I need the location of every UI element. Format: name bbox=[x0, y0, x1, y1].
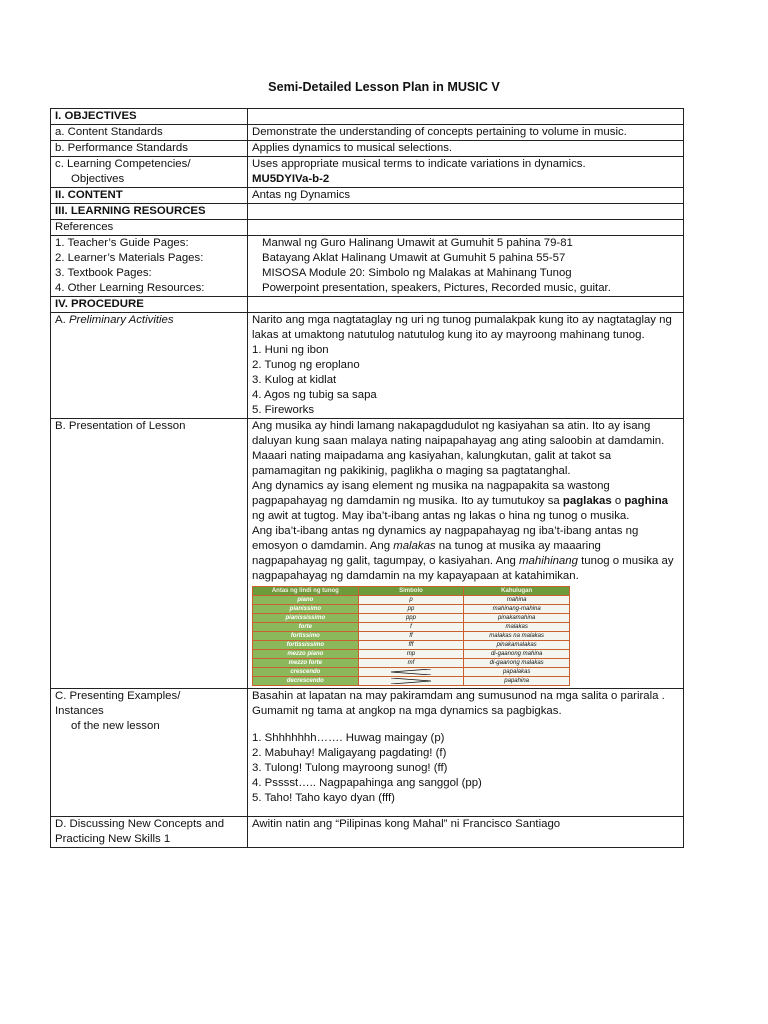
table-row bbox=[51, 297, 684, 313]
emphasis-paghina: paghina bbox=[624, 495, 669, 507]
examples-label-line3: of the new lesson bbox=[71, 720, 160, 732]
table-row bbox=[51, 419, 684, 689]
table-row bbox=[51, 817, 684, 848]
dynamics-meaning: mahina bbox=[464, 596, 570, 605]
dynamics-term: mezzo forte bbox=[253, 659, 359, 668]
preliminary-label-text: Preliminary Activities bbox=[68, 314, 174, 326]
examples-label-line1: C. Presenting Examples/ bbox=[55, 690, 181, 702]
dynamics-row bbox=[253, 677, 570, 686]
dynamics-meaning: malakas bbox=[464, 623, 570, 632]
dynamics-symbol: f bbox=[358, 623, 464, 632]
list-item: 1. Huni ng ibon bbox=[252, 344, 329, 356]
dynamics-term: pianississimo bbox=[253, 614, 359, 623]
dynamics-row bbox=[253, 650, 570, 659]
list-item: 5. Fireworks bbox=[252, 404, 315, 416]
dynamics-symbol: pp bbox=[358, 605, 464, 614]
presentation-paragraph-2: Maaari nating maipadama ang kasiyahan, kalungkutan, galit at takot sa pamamagitan ng pakikinig, paglikha o maging sa pagtatanghal. bbox=[252, 450, 612, 477]
content-standards-value: Demonstrate the understanding of concepts pertaining to volume in music. bbox=[248, 125, 684, 141]
text-span: o bbox=[611, 495, 625, 507]
discussing-label-line2: Practicing New Skills 1 bbox=[55, 833, 171, 845]
lesson-plan-table bbox=[50, 108, 684, 848]
presentation-paragraph-3 bbox=[252, 479, 679, 524]
examples-intro: Basahin at lapatan na may pakiramdam ang sumusunod na mga salita o parirala . Gumamit ng tama at angkop na mga dynamics sa pagbigkas. bbox=[252, 690, 665, 717]
textbook-pages-value: MISOSA Module 20: Simbolo ng Malakas at Mahinang Tunog bbox=[262, 267, 572, 279]
dynamics-header-symbol: Simbolo bbox=[358, 587, 464, 596]
dynamics-meaning: papahina bbox=[464, 677, 570, 686]
dynamics-term: crescendo bbox=[253, 668, 359, 677]
competencies-label-line1: c. Learning Competencies/ bbox=[55, 158, 191, 170]
discussing-value: Awitin natin ang “Pilipinas kong Mahal” ni Francisco Santiago bbox=[248, 817, 684, 848]
dynamics-meaning: papalakas bbox=[464, 668, 570, 677]
spacer bbox=[252, 719, 679, 731]
content-standards-label: a. Content Standards bbox=[51, 125, 248, 141]
list-item: 2. Tunog ng eroplano bbox=[252, 359, 360, 371]
procedure-heading: IV. PROCEDURE bbox=[51, 297, 248, 313]
spacer bbox=[252, 806, 679, 816]
text-span: tunog o musika ay nagpapahayag ng damdamin na my kapayapaan at katahimikan. bbox=[252, 555, 674, 582]
dynamics-meaning: di-gaanong malakas bbox=[464, 659, 570, 668]
presentation-label: B. Presentation of Lesson bbox=[51, 419, 248, 689]
dynamics-meaning: di-gaanong mahina bbox=[464, 650, 570, 659]
crescendo-hairpin-icon bbox=[391, 669, 431, 675]
presentation-paragraph-4 bbox=[252, 524, 679, 584]
decrescendo-symbol bbox=[358, 677, 464, 686]
competencies-value-text: Uses appropriate musical terms to indicate variations in dynamics. bbox=[252, 158, 586, 170]
list-item: 2. Mabuhay! Maligayang pagdating! (f) bbox=[252, 747, 447, 759]
objectives-heading: I. OBJECTIVES bbox=[51, 109, 248, 125]
text-span: ng awit at tugtog. May iba’t-ibang antas ng lakas o hina ng tunog o musika. bbox=[252, 510, 630, 522]
other-resources-value: Powerpoint presentation, speakers, Pictures, Recorded music, guitar. bbox=[262, 282, 611, 294]
dynamics-symbol: mp bbox=[358, 650, 464, 659]
list-item: 5. Taho! Taho kayo dyan (fff) bbox=[252, 792, 395, 804]
discussing-label-line1: D. Discussing New Concepts and bbox=[55, 818, 225, 830]
preliminary-label-prefix: A. bbox=[55, 314, 69, 326]
teachers-guide-value: Manwal ng Guro Halinang Umawit at Gumuhit 5 pahina 79-81 bbox=[262, 237, 573, 249]
dynamics-header-meaning: Kahulugan bbox=[464, 587, 570, 596]
empty-cell bbox=[248, 109, 684, 125]
text-span: na tunog at musika ay maaaring nagpapahayag ng galit, tagumpay, o kasiyahan. Ang bbox=[252, 540, 601, 567]
examples-label-line2: Instances bbox=[55, 705, 104, 717]
table-row bbox=[51, 157, 684, 188]
examples-label bbox=[51, 689, 248, 817]
competencies-value bbox=[248, 157, 684, 188]
dynamics-term: forte bbox=[253, 623, 359, 632]
empty-cell bbox=[248, 297, 684, 313]
dynamics-row bbox=[253, 632, 570, 641]
dynamics-symbol: fff bbox=[358, 641, 464, 650]
empty-cell bbox=[248, 220, 684, 236]
empty-cell bbox=[248, 204, 684, 220]
dynamics-symbol: ppp bbox=[358, 614, 464, 623]
list-item: 3. Kulog at kidlat bbox=[252, 374, 337, 386]
list-item: 3. Tulong! Tulong mayroong sunog! (ff) bbox=[252, 762, 448, 774]
discussing-label bbox=[51, 817, 248, 848]
dynamics-row bbox=[253, 614, 570, 623]
dynamics-term: fortississimo bbox=[253, 641, 359, 650]
list-item: 1. Shhhhhhh……. Huwag maingay (p) bbox=[252, 732, 445, 744]
references-values bbox=[248, 236, 684, 297]
performance-standards-label: b. Performance Standards bbox=[51, 141, 248, 157]
performance-standards-value: Applies dynamics to musical selections. bbox=[248, 141, 684, 157]
dynamics-symbol: p bbox=[358, 596, 464, 605]
dynamics-row bbox=[253, 668, 570, 677]
preliminary-content bbox=[248, 313, 684, 419]
emphasis-mahihinang: mahihinang bbox=[519, 555, 578, 567]
competencies-label bbox=[51, 157, 248, 188]
dynamics-meaning: malakas na malakas bbox=[464, 632, 570, 641]
table-row bbox=[51, 125, 684, 141]
competencies-label-line2: Objectives bbox=[71, 173, 125, 185]
textbook-pages-label: 3. Textbook Pages: bbox=[55, 267, 152, 279]
emphasis-malakas: malakas bbox=[393, 540, 436, 552]
dynamics-symbol: mf bbox=[358, 659, 464, 668]
competency-code: MU5DYIVa-b-2 bbox=[252, 173, 330, 185]
presentation-content bbox=[248, 419, 684, 689]
dynamics-table-header bbox=[253, 587, 570, 596]
dynamics-table bbox=[252, 586, 570, 686]
dynamics-term: pianissimo bbox=[253, 605, 359, 614]
dynamics-row bbox=[253, 605, 570, 614]
table-row bbox=[51, 220, 684, 236]
dynamics-meaning: mahinang-mahina bbox=[464, 605, 570, 614]
table-row bbox=[51, 313, 684, 419]
dynamics-meaning: pinakamahina bbox=[464, 614, 570, 623]
teachers-guide-label: 1. Teacher’s Guide Pages: bbox=[55, 237, 189, 249]
dynamics-term: mezzo piano bbox=[253, 650, 359, 659]
dynamics-row bbox=[253, 659, 570, 668]
table-row bbox=[51, 689, 684, 817]
dynamics-term: piano bbox=[253, 596, 359, 605]
presentation-paragraph-1: Ang musika ay hindi lamang nakapagdudulot ng kasiyahan sa atin. Ito ay isang daluyan kung saan malaya nating naipapahayag ang ating saloobin at damdamin. bbox=[252, 420, 665, 447]
table-row bbox=[51, 141, 684, 157]
dynamics-row bbox=[253, 623, 570, 632]
dynamics-symbol: ff bbox=[358, 632, 464, 641]
table-row bbox=[51, 109, 684, 125]
examples-content bbox=[248, 689, 684, 817]
list-item: 4. Agos ng tubig sa sapa bbox=[252, 389, 377, 401]
content-heading: II. CONTENT bbox=[51, 188, 248, 204]
decrescendo-hairpin-icon bbox=[391, 678, 431, 684]
list-item: 4. Psssst….. Nagpapahinga ang sanggol (pp) bbox=[252, 777, 482, 789]
learners-materials-value: Batayang Aklat Halinang Umawit at Gumuhit 5 pahina 55-57 bbox=[262, 252, 566, 264]
references-label: References bbox=[51, 220, 248, 236]
references-labels bbox=[51, 236, 248, 297]
preliminary-intro: Narito ang mga nagtataglay ng uri ng tunog pumalakpak kung ito ay nagtataglay ng lakas at umaktong natutulog natutulog kung ito ay mayroong mahinang tunog. bbox=[252, 314, 672, 341]
dynamics-header-level: Antas ng lindi ng tunog bbox=[253, 587, 359, 596]
dynamics-row bbox=[253, 641, 570, 650]
table-row bbox=[51, 236, 684, 297]
other-resources-label: 4. Other Learning Resources: bbox=[55, 282, 205, 294]
dynamics-row bbox=[253, 596, 570, 605]
emphasis-paglakas: paglakas bbox=[562, 495, 612, 507]
table-row bbox=[51, 188, 684, 204]
content-value: Antas ng Dynamics bbox=[248, 188, 684, 204]
text-span: Ang iba’t-ibang antas ng dynamics ay nagpapahayag ng iba’t-ibang antas ng emosyon o damdamin. Ang bbox=[252, 525, 639, 552]
text-span: Ang dynamics ay isang element ng musika na nagpapakita sa wastong pagpapahayag ng damdamin ng musika. Ito ay tumutukoy sa bbox=[252, 480, 610, 507]
dynamics-meaning: pinakamalakas bbox=[464, 641, 570, 650]
document-title: Semi-Detailed Lesson Plan in MUSIC V bbox=[268, 80, 500, 94]
dynamics-term: decrescendo bbox=[253, 677, 359, 686]
learning-resources-heading: III. LEARNING RESOURCES bbox=[51, 204, 248, 220]
crescendo-symbol bbox=[358, 668, 464, 677]
learners-materials-label: 2. Learner’s Materials Pages: bbox=[55, 252, 204, 264]
dynamics-term: fortissimo bbox=[253, 632, 359, 641]
table-row bbox=[51, 204, 684, 220]
preliminary-label bbox=[51, 313, 248, 419]
